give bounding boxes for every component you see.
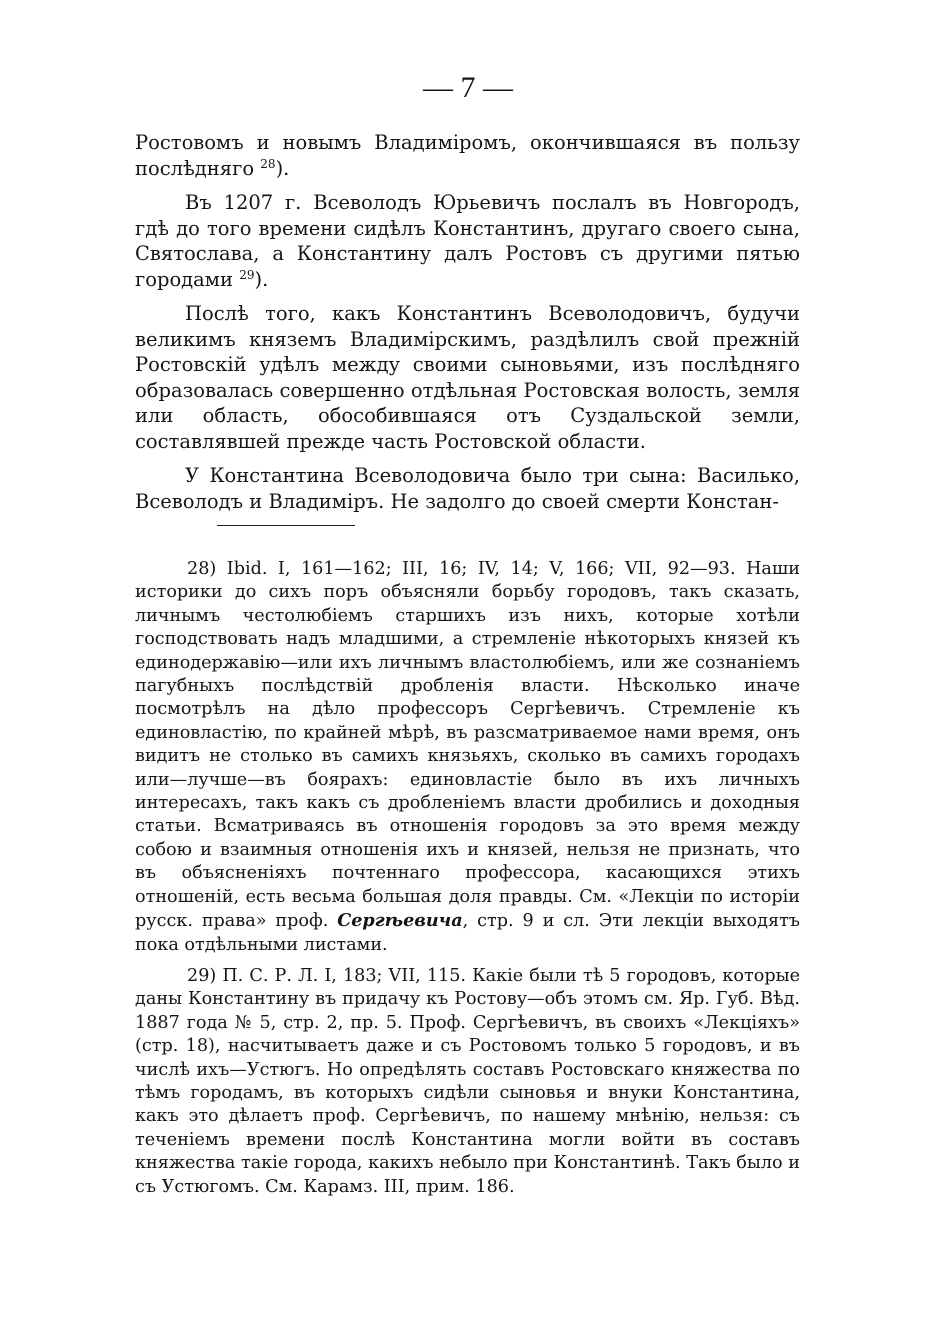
paragraph-1-tail: ). <box>275 156 290 180</box>
paragraph-2-text: Въ 1207 г. Всеволодъ Юрьевичъ послалъ въ Новгородъ, гдѣ до того времени сидѣлъ Константинъ, другаго своего сына, Святослава, а Константину далъ Ростовъ съ другими пятью городами <box>135 191 800 291</box>
paragraph-2 <box>135 190 800 292</box>
paragraph-1-text: Ростовомъ и новымъ Владиміромъ, окончившаяся въ пользу послѣдняго <box>135 131 800 180</box>
footnote-28-text-end: , стр. 9 и сл. Эти лекціи выходятъ пока отдѣльными листами. <box>135 911 801 955</box>
paragraph-3: Послѣ того, какъ Константинъ Всеволодовичъ, будучи великимъ княземъ Владимірскимъ, раздѣлилъ свой прежній Ростовскій удѣлъ между своими сыновьями, изъ послѣдняго образовалась совершенно отдѣльная Ростовская волость, земля или область, обособившаяся отъ Суздальской земли, составлявшей прежде часть Ростовской области. <box>135 302 800 453</box>
footnote-28-text: Ibid. I, 161—162; III, 16; IV, 14; V, 166; VII, 92—93. Наши историки до сихъ поръ объясняли борьбу городовъ, такъ сказать, личнымъ честолюбіемъ старшихъ изъ нихъ, которые хотѣли господствовать надъ младшими, а стремленіе нѣкоторыхъ князей къ единодержавію—или ихъ личнымъ властолюбіемъ, или же сознаніемъ пагубныхъ послѣдствій дробленія власти. Нѣсколько иначе посмотрѣлъ на дѣло профессоръ Сергѣевичъ. Стремленіе къ единовластію, по крайней мѣрѣ, въ разсматриваемое нами время, онъ видитъ не столько въ самихъ князьяхъ, сколько въ самихъ городахъ или—лучше—въ боярахъ: единовластіе было въ ихъ личныхъ интересахъ, такъ какъ съ дробленіемъ власти дробились и доходныя статьи. Всматриваясь въ отношенія городовъ за это время между собою и взаимныя отношенія ихъ и князей, нельзя не признать, что въ объясненіяхъ почтеннаго профессора, касающихся этихъ отношеній, есть весьма большая доля правды. См. «Лекціи по исторіи русск. права» проф. <box>135 559 800 932</box>
footnote-ref-29[interactable]: 29 <box>239 267 255 282</box>
page-number: — 7 — <box>423 71 513 104</box>
footnote-28 <box>135 558 800 957</box>
paragraph-4: У Константина Всеволодовича было три сына: Василько, Всеволодъ и Владиміръ. Не задолго до своей смерти Констан- <box>135 464 800 513</box>
footnote-28-marker: 28) <box>187 559 217 579</box>
paragraph-1 <box>135 130 800 181</box>
footnote-ref-28[interactable]: 28 <box>260 156 276 171</box>
footnote-29-marker: 29) <box>187 965 217 986</box>
footnote-28-author: Сергѣевича <box>337 910 463 932</box>
main-text <box>135 130 800 523</box>
footnote-29 <box>135 965 800 1199</box>
footnote-separator <box>217 525 355 526</box>
footnotes <box>135 558 800 1207</box>
footnote-29-text: П. С. Р. Л. I, 183; VII, 115. Какіе были тѣ 5 городовъ, которые даны Константину въ придачу къ Ростову—объ этомъ см. Яр. Губ. Вѣд. 1887 года № 5, стр. 2, пр. 5. Проф. Сергѣевичъ, въ своихъ «Лекціяхъ» (стр. 18), насчитываетъ даже и съ Ростовомъ только 5 городовъ, и въ числѣ ихъ—Устюгъ. Но опредѣлять составъ Ростовскаго княжества по тѣмъ городамъ, въ которыхъ сидѣли сыновья и внуки Константина, какъ это дѣлаетъ проф. Сергѣевичъ, по нашему мнѣнію, нельзя: съ теченіемъ времени послѣ Константина могли войти въ составъ княжества такіе города, какихъ небыло при Константинѣ. Такъ было и съ Устюгомъ. См. Карамз. III, прим. 186. <box>135 965 800 1197</box>
paragraph-2-tail: ). <box>254 267 269 291</box>
